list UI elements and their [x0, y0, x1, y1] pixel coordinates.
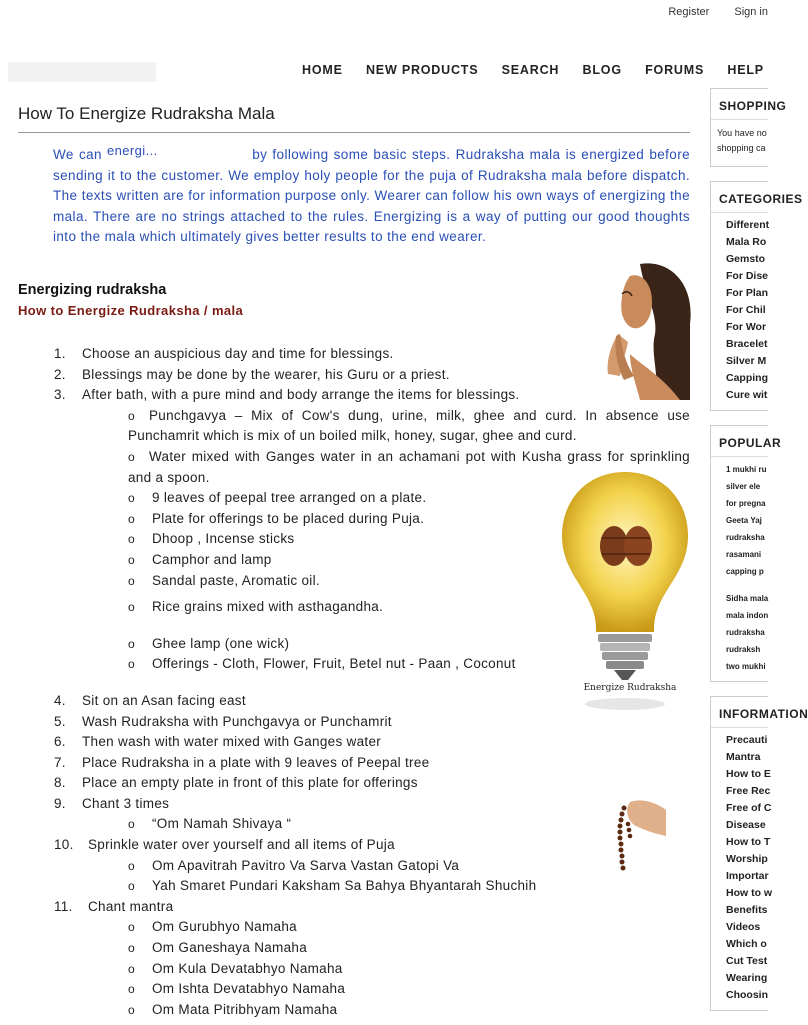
step-number: 1.	[54, 346, 66, 361]
list-item	[54, 897, 694, 918]
intro-start: We can	[53, 147, 108, 162]
step-number: 10.	[54, 837, 74, 853]
category-link[interactable]: For Wor	[726, 321, 767, 333]
chant-text: Om Ishta Devatabhyo Namaha	[152, 981, 346, 997]
hand-beads-image	[610, 796, 666, 874]
bullet-icon: o	[128, 636, 135, 651]
item-text: 9 leaves of peepal tree arranged on a plate.	[152, 490, 427, 506]
info-link[interactable]: How to w	[726, 887, 773, 899]
list-item	[54, 814, 694, 835]
bullet-icon: o	[128, 532, 135, 547]
list-item	[54, 365, 694, 386]
bullet-icon: o	[128, 961, 135, 976]
chant-text: Om Kula Devatabhyo Namaha	[152, 960, 343, 976]
shopping-cart-box	[710, 88, 787, 167]
bullet-icon: o	[128, 600, 135, 615]
popular-link[interactable]: rudraksh	[726, 645, 761, 654]
popular-link[interactable]: silver ele	[726, 482, 761, 491]
popular-link[interactable]: mala indon	[726, 611, 769, 620]
category-link[interactable]: Gemsto	[726, 253, 766, 265]
item-text: Offerings - Cloth, Flower, Fruit, Betel nut - Paan , Coconut	[152, 656, 516, 672]
info-link[interactable]: How to T	[726, 836, 771, 848]
information-box	[710, 696, 808, 1011]
popular-link[interactable]: rudraksha	[726, 628, 765, 637]
bullet-icon: o	[128, 1002, 135, 1017]
list-item	[54, 876, 694, 897]
info-link[interactable]: Which o	[726, 938, 767, 950]
category-link[interactable]: For Plan	[726, 287, 769, 299]
bullet-icon: o	[128, 858, 135, 873]
main-nav	[302, 63, 783, 77]
item-text: Rice grains mixed with asthagandha.	[152, 599, 384, 615]
popular-link[interactable]: rasamani	[726, 550, 762, 559]
item-text: Dhoop , Incense sticks	[152, 531, 295, 547]
popular-link[interactable]: capping p	[726, 567, 764, 576]
category-link[interactable]: Cure wit	[726, 389, 768, 401]
bullet-icon: o	[128, 879, 135, 894]
category-link[interactable]: Silver M	[726, 355, 767, 367]
info-link[interactable]: Benefits	[726, 904, 768, 916]
bullet-icon: o	[128, 449, 135, 464]
nav-search[interactable]: SEARCH	[501, 63, 560, 77]
category-link[interactable]: Different	[726, 219, 770, 231]
step-number: 6.	[54, 734, 66, 750]
step-text: Blessings may be done by the wearer, his Guru or a priest.	[82, 366, 450, 382]
category-link[interactable]: For Dise	[726, 270, 769, 282]
intro-rest: by following some basic steps. Rudraksha mala is energized before sending it to the customer. We employ holy people for the puja of Rudraksha mala before dispatch. The texts written are for information purpose only. Wearer can follow his own ways of energizing the mala. There are no strings attached to the rules. Energizing is a way of putting our good thoughts into the mala which ultimately gives better results to the end wearer.	[53, 147, 690, 245]
list-item	[54, 406, 690, 447]
chant-text: Om Mata Pitribhyam Namaha	[152, 1001, 338, 1017]
bullet-icon: o	[128, 511, 135, 526]
list-item	[54, 917, 694, 938]
chant-text: Om Gurubhyo Namaha	[152, 919, 297, 935]
category-link[interactable]: For Chil	[726, 304, 766, 316]
item-text: Ghee lamp (one wick)	[152, 635, 290, 651]
site-logo[interactable]	[8, 62, 156, 82]
chant-text: Yah Smaret Pundari Kaksham Sa Bahya Bhyantarah Shuchih	[152, 878, 537, 894]
categories-box	[710, 181, 803, 411]
item-text: Water mixed with Ganges water in an achamani pot with Kusha grass for sprinkling and a spoon.	[128, 448, 690, 485]
sign-in-link[interactable]: Sign in	[734, 6, 768, 18]
step-text: Place an empty plate in front of this plate for offerings	[82, 775, 418, 791]
bullet-icon: o	[128, 941, 135, 956]
bullet-icon: o	[128, 817, 135, 832]
list-item	[54, 344, 694, 365]
energize-bulb-image	[558, 468, 692, 714]
chant-text: Om Apavitrah Pavitro Va Sarva Vastan Gatopi Va	[152, 857, 460, 873]
nav-blog[interactable]: BLOG	[582, 63, 622, 77]
cart-message	[711, 120, 768, 166]
info-link[interactable]: Precauti	[726, 734, 768, 746]
bullet-icon: o	[128, 657, 135, 672]
list-item	[54, 794, 694, 815]
nav-new-products[interactable]: NEW PRODUCTS	[365, 63, 479, 77]
heading-how-to: How to Energize Rudraksha / mala	[18, 303, 244, 318]
category-link[interactable]: Bracelet	[726, 338, 768, 350]
popular-link[interactable]: Sidha mala	[726, 594, 769, 603]
step-text: Chant 3 times	[82, 795, 170, 811]
bullet-icon: o	[128, 552, 135, 567]
item-text: Punchgavya – Mix of Cow's dung, urine, milk, ghee and curd. In absence use Punchamrit which is mix of un boiled milk, honey, sugar, ghee and curd.	[128, 407, 690, 444]
info-link[interactable]: Worship	[726, 853, 768, 865]
step-number: 11.	[54, 898, 73, 914]
step-text: Choose an auspicious day and time for blessings.	[82, 346, 394, 361]
step-text: Place Rudraksha in a plate with 9 leaves of Peepal tree	[82, 754, 430, 770]
step-number: 8.	[54, 775, 66, 791]
list-item	[54, 773, 694, 794]
popular-link[interactable]: for pregna	[726, 499, 766, 508]
step-number: 9.	[54, 795, 66, 811]
step-text: Then wash with water mixed with Ganges water	[82, 734, 382, 750]
intro-paragraph	[53, 145, 690, 248]
intro-link-energize[interactable]: energi...	[107, 143, 158, 158]
chant-text: “Om Namah Shivaya “	[152, 816, 292, 832]
praying-woman-image	[600, 264, 690, 400]
bullet-icon: o	[128, 573, 135, 588]
popular-link[interactable]: two mukhi	[726, 662, 766, 671]
nav-forums[interactable]: FORUMS	[645, 63, 705, 77]
info-link[interactable]: Free of C	[726, 802, 772, 814]
item-text: Sandal paste, Aromatic oil.	[152, 572, 320, 588]
list-item	[54, 938, 694, 959]
cart-line: shopping ca	[717, 143, 766, 153]
categories-title: CATEGORIES	[711, 182, 768, 213]
list-item	[54, 856, 694, 877]
information-title: INFORMATION	[711, 697, 768, 728]
list-item	[54, 732, 694, 753]
category-link[interactable]: Capping	[726, 372, 768, 384]
main-content	[18, 100, 690, 1017]
info-link[interactable]: Mantra	[726, 751, 761, 763]
page-title: How To Energize Rudraksha Mala	[18, 104, 690, 133]
list-item	[54, 1000, 694, 1021]
info-link[interactable]: Wearing	[726, 972, 768, 984]
register-link[interactable]: Register	[668, 6, 710, 18]
step-text: Sit on an Asan facing east	[82, 692, 246, 708]
list-item	[54, 959, 694, 980]
info-link[interactable]: Importar	[726, 870, 769, 882]
step-number: 2.	[54, 366, 66, 382]
popular-box	[710, 425, 782, 682]
list-item	[54, 835, 694, 856]
step-number: 4.	[54, 692, 66, 708]
bulb-caption: Energize Rudraksha	[583, 683, 677, 693]
bullet-icon: o	[128, 408, 135, 423]
shopping-cart-title: SHOPPING	[711, 89, 768, 120]
top-links	[646, 6, 768, 18]
step-text: Sprinkle water over yourself and all items of Puja	[88, 837, 395, 853]
step-text: Chant mantra	[88, 898, 174, 914]
popular-link[interactable]: rudraksha	[726, 533, 765, 542]
list-item	[54, 385, 694, 406]
popular-link[interactable]: 1 mukhi ru	[726, 465, 767, 474]
category-link[interactable]: Mala Ro	[726, 236, 767, 248]
step-number: 7.	[54, 754, 66, 770]
chant-text: Om Ganeshaya Namaha	[152, 940, 308, 956]
popular-link[interactable]: Geeta Yaj	[726, 516, 762, 525]
cart-line: You have no	[717, 128, 767, 138]
step-text: Wash Rudraksha with Punchgavya or Punchamrit	[82, 713, 392, 729]
list-item	[54, 712, 694, 733]
sidebar	[710, 88, 808, 1025]
info-link[interactable]: How to E	[726, 768, 771, 780]
info-link[interactable]: Free Rec	[726, 785, 771, 797]
popular-title: POPULAR	[711, 426, 768, 457]
nav-home[interactable]: HOME	[302, 63, 343, 77]
list-item	[54, 753, 694, 774]
heading-energizing: Energizing rudraksha	[18, 282, 167, 298]
item-text: Plate for offerings to be placed during Puja.	[152, 510, 425, 526]
info-link[interactable]: Videos	[726, 921, 761, 933]
bullet-icon: o	[128, 491, 135, 506]
nav-help[interactable]: HELP	[727, 63, 764, 77]
bullet-icon: o	[128, 982, 135, 997]
step-number: 3.	[54, 387, 66, 403]
step-text: After bath, with a pure mind and body arrange the items for blessings.	[82, 387, 520, 403]
step-number: 5.	[54, 713, 66, 729]
info-link[interactable]: Cut Test	[726, 955, 768, 967]
info-link[interactable]: Choosin	[726, 989, 768, 1001]
item-text: Camphor and lamp	[152, 551, 272, 567]
info-link[interactable]: Disease	[726, 819, 766, 831]
bullet-icon: o	[128, 920, 135, 935]
list-item	[54, 979, 694, 1000]
